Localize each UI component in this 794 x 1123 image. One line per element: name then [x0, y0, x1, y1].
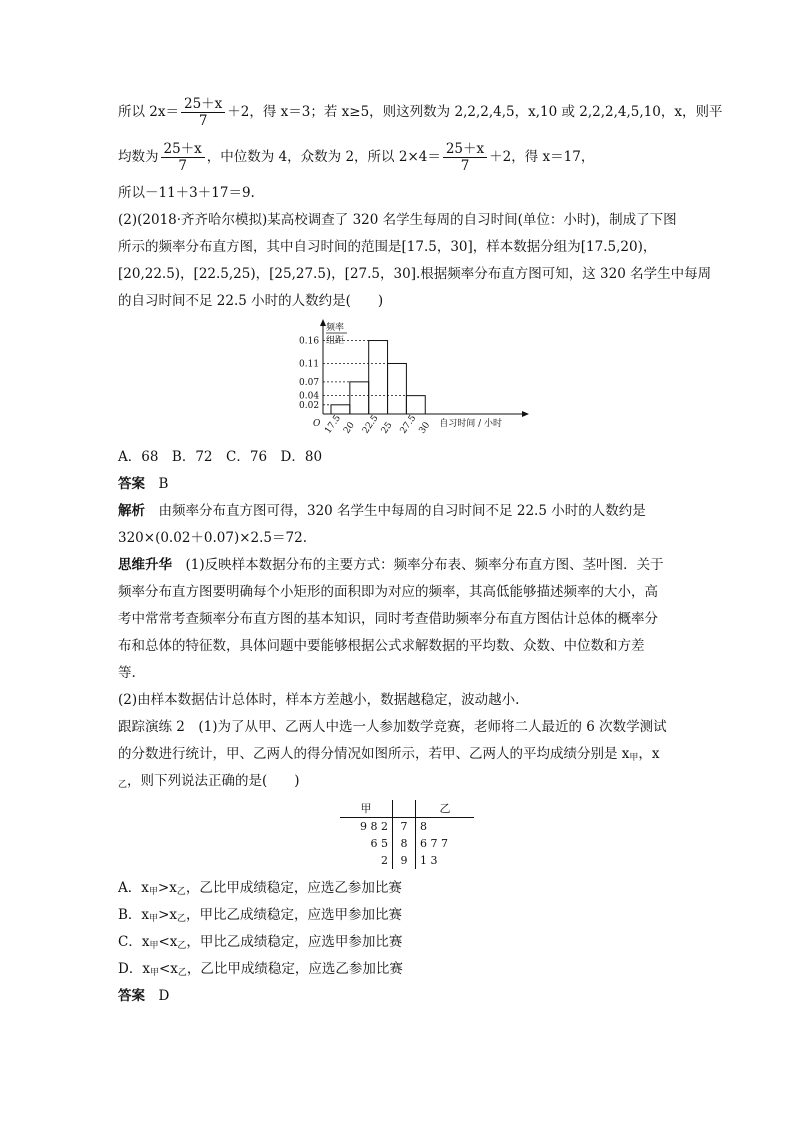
summary-line: (2)由样本数据估计总体时，样本方差越小，数据越稳定，波动越小. — [118, 692, 520, 708]
text-segment: 所以 2x＝ — [118, 104, 179, 120]
text-segment: ，中位数为 4，众数为 2，所以 2×4＝ — [206, 149, 441, 165]
stem-leaf-row — [340, 852, 474, 869]
summary-line: 考中常常考查频率分布直方图的基本知识，同时考查借助频率分布直方图估计总体的概率分 — [118, 611, 658, 627]
option-c — [118, 932, 402, 956]
y-tick-label: 0.04 — [299, 391, 320, 402]
practice-label: 跟踪演练 2 — [118, 719, 185, 735]
subscript: 乙 — [177, 914, 187, 924]
right-leaves: 8 — [420, 820, 427, 833]
question-line: 的自习时间不足 22.5 小时的人数约是( ) — [118, 293, 384, 309]
x-tick-label: 22.5 — [360, 413, 381, 436]
fraction — [181, 96, 225, 129]
option-d — [118, 959, 403, 983]
subscript: 乙 — [176, 887, 186, 897]
y-tick-label: 0.07 — [299, 377, 320, 388]
practice-line-3 — [118, 771, 300, 795]
subscript: 乙 — [118, 780, 128, 790]
subscript: 甲 — [149, 914, 159, 924]
subscript: 甲 — [149, 941, 159, 951]
summary-line-1 — [118, 555, 664, 575]
histogram-bar — [369, 341, 388, 414]
stem-leaf-header — [340, 800, 474, 818]
y-label-top: 频率 — [326, 323, 345, 333]
right-leaves: 1 3 — [420, 854, 438, 867]
fraction-numerator: 25＋x — [443, 141, 487, 158]
text-segment: >x — [157, 880, 177, 896]
x-tick-label: 25 — [379, 420, 395, 436]
text-segment: 的分数进行统计，甲、乙两人的得分情况如图所示，若甲、乙两人的平均成绩分别是 x — [118, 746, 630, 762]
answer-value: D — [158, 988, 170, 1004]
answer-line — [118, 474, 168, 494]
histogram-bar — [331, 405, 350, 414]
solution-line-2 — [118, 141, 594, 174]
subscript: 甲 — [148, 887, 158, 897]
summary-line: 布和总体的特征数，具体问题中要能够根据公式求解数据的平均数、众数、中位数和方差 — [118, 638, 645, 654]
analysis-line-1 — [118, 501, 646, 521]
header-right: 乙 — [416, 800, 475, 818]
y-label-bottom: 组距 — [326, 336, 345, 346]
x-tick-label: 20 — [342, 420, 357, 436]
text-segment: 由频率分布直方图可得，320 名学生中每周的自习时间不足 22.5 小时的人数约是 — [158, 503, 646, 519]
subscript: 乙 — [177, 941, 187, 951]
option-a — [118, 878, 402, 902]
y-tick-label: 0.11 — [299, 359, 320, 370]
question-line: 所示的频率分布直方图，其中自习时间的范围是[17.5，30]，样本数据分组为[17.5,20)， — [118, 239, 657, 255]
text-segment: ＋2，得 x＝3；若 x≥5，则这列数为 2,2,2,4,5，x,10 或 2,2,2,4,5,10，x，则平 — [227, 104, 723, 120]
text-segment: ，乙比甲成绩稳定，应选乙参加比赛 — [185, 880, 402, 896]
text-segment: ，则下列说法正确的是( ) — [127, 773, 300, 789]
left-leaves: 6 5 — [370, 837, 388, 850]
right-leaves: 6 7 7 — [420, 837, 448, 850]
fraction-denominator: 7 — [460, 158, 470, 174]
stem-leaf-row — [340, 835, 474, 852]
x-tick-label: 30 — [417, 420, 433, 436]
fraction — [443, 141, 487, 174]
solution-line-1 — [118, 96, 722, 129]
histogram-bar — [406, 396, 425, 414]
stem-leaf-row — [340, 818, 474, 836]
histogram-bar — [388, 363, 407, 414]
analysis-line-2: 320×(0.02＋0.07)×2.5＝72. — [118, 530, 307, 546]
text-segment: ，甲比乙成绩稳定，应选甲参加比赛 — [186, 907, 403, 923]
fraction-denominator: 7 — [198, 113, 208, 129]
left-leaves: 2 — [381, 854, 388, 867]
origin-label: O — [313, 419, 321, 429]
subscript: 甲 — [629, 753, 639, 763]
x-axis-label: 自习时间 / 小时 — [439, 419, 503, 429]
text-segment: (1)反映样本数据分布的主要方式：频率分布表、频率分布直方图、茎叶图．关于 — [185, 557, 664, 573]
answer-line-2 — [118, 986, 169, 1006]
fraction-denominator: 7 — [178, 158, 187, 174]
answer-label: 答案 — [118, 476, 145, 492]
text-segment: <x — [158, 934, 178, 950]
summary-label: 思维升华 — [118, 557, 172, 573]
answer-label: 答案 — [118, 988, 145, 1004]
y-tick-label: 0.02 — [299, 400, 320, 411]
text-segment: D．x — [118, 961, 150, 977]
answer-options: A．68 B．72 C．76 D．80 — [118, 449, 323, 465]
stem-leaf-table — [340, 800, 474, 869]
subscript: 乙 — [177, 968, 187, 978]
fraction — [161, 141, 205, 174]
practice-line-1 — [118, 717, 667, 737]
left-leaves: 9 8 2 — [360, 820, 388, 833]
summary-line: 等. — [118, 665, 136, 681]
subscript: 甲 — [149, 968, 159, 978]
question-line: [20,22.5)，[22.5,25)，[25,27.5)，[27.5，30].根据频率分布直方图可知，这 320 名学生中每周 — [118, 266, 712, 282]
text-segment: C．x — [118, 934, 150, 950]
text-segment: ，x — [638, 746, 660, 762]
text-segment: ，甲比乙成绩稳定，应选甲参加比赛 — [186, 934, 403, 950]
x-axis-arrow — [522, 411, 529, 417]
solution-line-3: 所以－11＋3＋17＝9. — [118, 185, 255, 201]
text-segment: ，乙比甲成绩稳定，应选乙参加比赛 — [186, 961, 403, 977]
fraction-numerator: 25＋x — [161, 141, 205, 158]
x-tick-label: 17.5 — [323, 413, 343, 436]
text-segment: B．x — [118, 907, 150, 923]
histogram-svg — [285, 318, 535, 438]
fraction-numerator: 25＋x — [181, 96, 225, 113]
text-segment: ＋2，得 x＝17， — [489, 149, 595, 165]
option-b — [118, 905, 402, 929]
analysis-label: 解析 — [118, 503, 145, 519]
practice-line-2 — [118, 744, 660, 768]
text-segment: 均数为 — [118, 149, 159, 165]
text-segment: (1)为了从甲、乙两人中选一人参加数学竞赛，老师将二人最近的 6 次数学测试 — [198, 719, 667, 735]
x-tick-label: 27.5 — [398, 413, 419, 436]
stem-leaf-plot — [340, 800, 474, 869]
header-stem — [393, 800, 416, 818]
summary-line: 频率分布直方图要明确每个小矩形的面积即为对应的频率，其高低能够描述频率的大小，高 — [118, 584, 658, 600]
stem: 9 — [393, 852, 416, 869]
text-segment: A．x — [118, 880, 149, 896]
stem: 7 — [393, 818, 416, 836]
stem: 8 — [393, 835, 416, 852]
histogram-bar — [350, 382, 369, 414]
answer-value: B — [158, 476, 169, 492]
y-tick-label: 0.16 — [299, 336, 320, 347]
question-line: (2)(2018·齐齐哈尔模拟)某高校调查了 320 名学生每周的自习时间(单位：小时)，制成了下图 — [118, 212, 677, 228]
frequency-histogram — [285, 318, 535, 442]
header-left: 甲 — [340, 800, 393, 818]
text-segment: >x — [158, 907, 177, 923]
text-segment: <x — [158, 961, 178, 977]
